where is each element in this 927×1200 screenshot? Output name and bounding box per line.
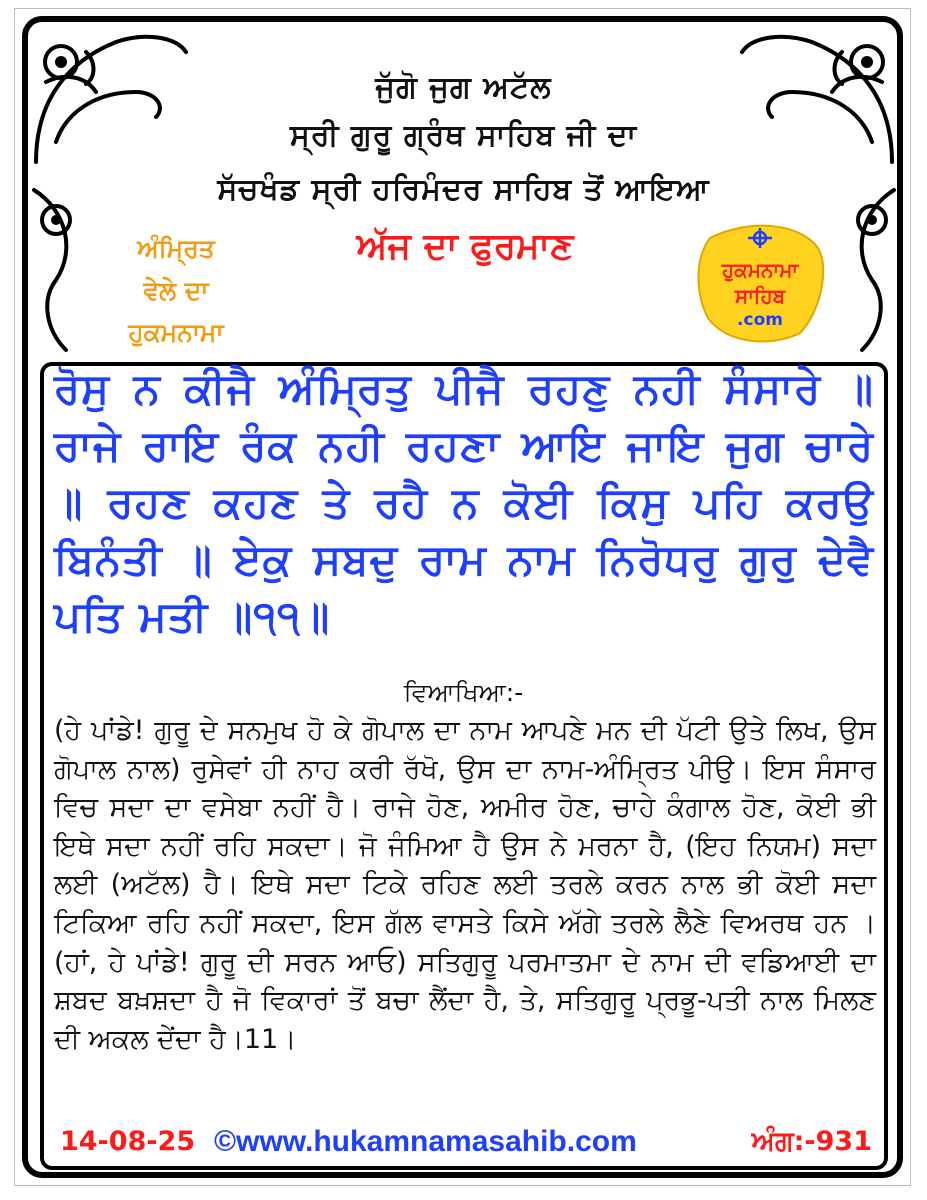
footer-website-link[interactable]: ©www.hukamnamasahib.com	[214, 1125, 637, 1158]
header-line-2: ਸ੍ਰੀ ਗੁਰੂ ਗ੍ਰੰਥ ਸਾਹਿਬ ਜੀ ਦਾ	[289, 118, 638, 153]
header-line-3: ਸੱਚਖੰਡ ਸ੍ਰੀ ਹਰਿਮੰਦਰ ਸਾਹਿਬ ਤੋਂ ਆਇਆ	[217, 172, 710, 207]
footer	[54, 1122, 874, 1162]
footer-ang: ਅੰਗ:-931	[751, 1126, 872, 1157]
site-logo	[690, 218, 830, 348]
page-title: ਅੱਜ ਦਾ ਫੁਰਮਾਣ	[356, 226, 574, 267]
amritvela-line-3: ਹੁਕਮਨਾਮਾ	[128, 318, 224, 347]
logo-line-1: ਹੁਕਮਨਾਮਾ	[721, 258, 799, 282]
amritvela-line-2: ਵੇਲੇ ਦਾ	[143, 276, 209, 305]
footer-date: 14-08-25	[60, 1126, 196, 1157]
viakhya-title: ਵਿਆਖਿਆ:-	[403, 678, 524, 707]
gurbani-text: ਰੋਸੁ ਨ ਕੀਜੈ ਅੰਮ੍ਰਿਤੁ ਪੀਜੈ ਰਹਣੁ ਨਹੀ ਸੰਸਾਰੇ ॥ ਰਾਜੇ ਰਾਇ ਰੰਕ ਨਹੀ ਰਹਣਾ ਆਇ ਜਾਇ ਜੁਗ ਚਾਰੇ ॥ ਰਹਣ ਕਹਣ ਤੇ ਰਹੈ ਨ ਕੋਈ ਕਿਸੁ ਪਹਿ ਕਰਉ ਬਿਨੰਤੀ ॥ ਏਕੁ ਸਬਦੁ ਰਾਮ ਨਾਮ ਨਿਰੋਧਰੁ ਗੁਰੁ ਦੇਵੈ ਪਤਿ ਮਤੀ ॥੧੧॥	[54, 364, 874, 641]
viakhya-text: (ਹੇ ਪਾਂਡੇ! ਗੁਰੂ ਦੇ ਸਨਮੁਖ ਹੋ ਕੇ ਗੋਪਾਲ ਦਾ ਨਾਮ ਆਪਣੇ ਮਨ ਦੀ ਪੱਟੀ ਉਤੇ ਲਿਖ, ਉਸ ਗੋਪਾਲ ਨਾਲ) ਰੁਸੇਵਾਂ ਹੀ ਨਾਹ ਕਰੀ ਰੱਖੋ, ਉਸ ਦਾ ਨਾਮ-ਅੰਮ੍ਰਿਤ ਪੀਉ। ਇਸ ਸੰਸਾਰ ਵਿਚ ਸਦਾ ਦਾ ਵਸੇਬਾ ਨਹੀਂ ਹੈ। ਰਾਜੇ ਹੋਣ, ਅਮੀਰ ਹੋਣ, ਚਾਹੇ ਕੰਗਾਲ ਹੋਣ, ਕੋਈ ਭੀ ਇਥੇ ਸਦਾ ਨਹੀਂ ਰਹਿ ਸਕਦਾ। ਜੋ ਜੰਮਿਆ ਹੈ ਉਸ ਨੇ ਮਰਨਾ ਹੈ, (ਇਹ ਨਿਯਮ) ਸਦਾ ਲਈ (ਅਟੱਲ) ਹੈ। ਇਥੇ ਸਦਾ ਟਿਕੇ ਰਹਿਣ ਲਈ ਤਰਲੇ ਕਰਨ ਨਾਲ ਭੀ ਕੋਈ ਸਦਾ ਟਿਕਿਆ ਰਹਿ ਨਹੀਂ ਸਕਦਾ, ਇਸ ਗੱਲ ਵਾਸਤੇ ਕਿਸੇ ਅੱਗੇ ਤਰਲੇ ਲੈਣੇ ਵਿਅਰਥ ਹਨ ।(ਹਾਂ, ਹੇ ਪਾਂਡੇ! ਗੁਰੂ ਦੀ ਸਰਨ ਆਓ) ਸਤਿਗੁਰੂ ਪਰਮਾਤਮਾ ਦੇ ਨਾਮ ਦੀ ਵਡਿਆਈ ਦਾ ਸ਼ਬਦ ਬਖ਼ਸ਼ਦਾ ਹੈ ਜੋ ਵਿਕਾਰਾਂ ਤੋਂ ਬਚਾ ਲੈਂਦਾ ਹੈ, ਤੇ, ਸਤਿਗੁਰੂ ਪ੍ਰਭੂ-ਪਤੀ ਨਾਲ ਮਿਲਣ ਦੀ ਅਕਲ ਦੇਂਦਾ ਹੈ।11।	[54, 715, 876, 1055]
amritvela-label	[96, 228, 256, 354]
amritvela-line-1: ਅੰਮ੍ਰਿਤ	[137, 234, 215, 263]
ornament-left-side	[26, 180, 96, 360]
logo-line-3: .com	[737, 310, 783, 330]
header-line-1: ਜੁੱਗੋ ਜੁਗ ਅਟੱਲ	[375, 70, 552, 105]
ornament-right-side	[832, 180, 902, 360]
logo-line-2: ਸਾਹਿਬ	[734, 284, 786, 308]
